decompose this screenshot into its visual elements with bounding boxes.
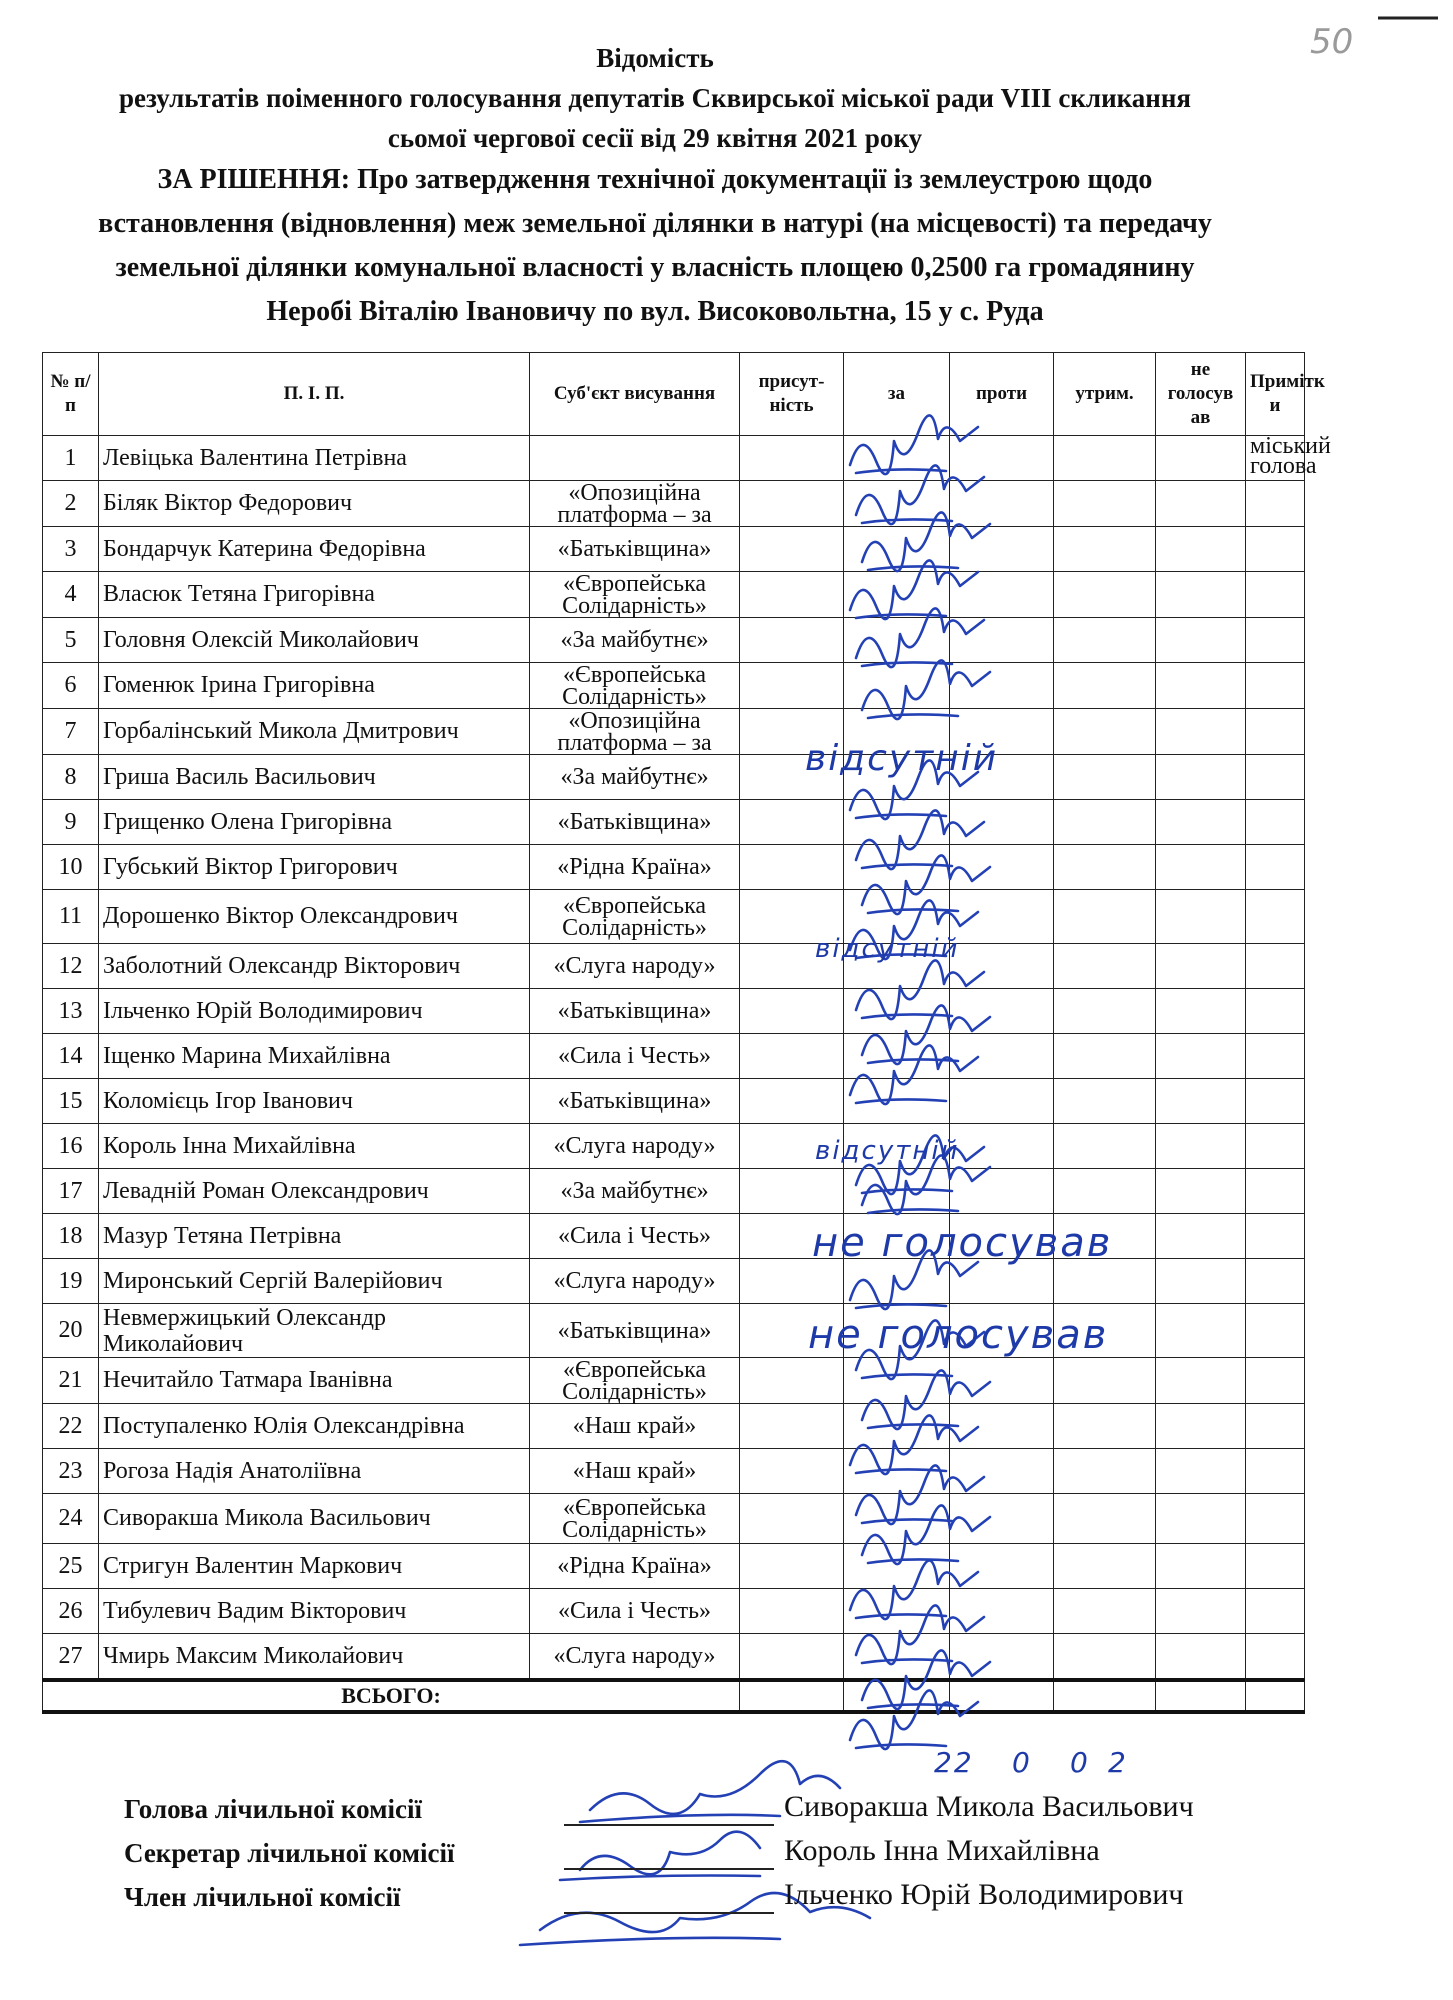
total-against-value: 0 — [1012, 1746, 1032, 1779]
abstain-cell — [1054, 1544, 1156, 1589]
present-cell — [740, 1494, 844, 1544]
deputy-name: Король Інна Михайлівна — [99, 1124, 530, 1169]
note-cell — [1246, 1634, 1305, 1681]
for-cell — [844, 989, 950, 1034]
table-row — [43, 663, 1305, 709]
for-cell — [844, 1589, 950, 1634]
for-cell — [844, 1079, 950, 1124]
total-for-value: 22 — [934, 1746, 974, 1779]
abstain-cell — [1054, 845, 1156, 890]
nominating-party: «Слуга народу» — [530, 944, 740, 989]
decision-line-1: ЗА РІШЕННЯ: Про затвердження технічної документації із землеустрою щодо — [157, 164, 1153, 195]
total-for — [844, 1680, 950, 1712]
not-voted-cell — [1156, 1358, 1246, 1404]
table-row — [43, 800, 1305, 845]
against-cell — [950, 1079, 1054, 1124]
header-num: № п/п — [43, 353, 99, 436]
deputy-name: Іщенко Марина Михайлівна — [99, 1034, 530, 1079]
for-cell — [844, 845, 950, 890]
deputy-name: Невмержицький Олександр Миколайович — [99, 1304, 530, 1358]
not-voted-cell — [1156, 1259, 1246, 1304]
not-voted-cell — [1156, 663, 1246, 709]
commission-secretary-name: Король Інна Михайлівна — [784, 1834, 1100, 1867]
abstain-cell — [1054, 944, 1156, 989]
nominating-party: «Сила і Честь» — [530, 1589, 740, 1634]
present-cell — [740, 1449, 844, 1494]
total-present — [740, 1680, 844, 1712]
present-cell — [740, 481, 844, 527]
nominating-party: «Європейська Солідарність» — [530, 890, 740, 944]
total-abstain-value: 0 — [1070, 1746, 1090, 1779]
not-voted-cell — [1156, 1304, 1246, 1358]
nominating-party: «Європейська Солідарність» — [530, 1494, 740, 1544]
note-cell — [1246, 890, 1305, 944]
row-number: 19 — [43, 1259, 99, 1304]
abstain-cell — [1054, 1494, 1156, 1544]
row-number: 24 — [43, 1494, 99, 1544]
deputy-name: Грищенко Олена Григорівна — [99, 800, 530, 845]
abstain-cell — [1054, 890, 1156, 944]
against-cell — [950, 1589, 1054, 1634]
not-voted-cell — [1156, 1404, 1246, 1449]
row-number: 11 — [43, 890, 99, 944]
against-cell — [950, 1169, 1054, 1214]
abstain-cell — [1054, 1404, 1156, 1449]
not-voted-cell — [1156, 1544, 1246, 1589]
against-cell — [950, 481, 1054, 527]
note-cell — [1246, 572, 1305, 618]
total-label: ВСЬОГО: — [43, 1680, 740, 1712]
table-row — [43, 755, 1305, 800]
deputy-name: Заболотний Олександр Вікторович — [99, 944, 530, 989]
deputy-name: Тибулевич Вадим Вікторович — [99, 1589, 530, 1634]
deputy-name: Губський Віктор Григорович — [99, 845, 530, 890]
note-cell — [1246, 845, 1305, 890]
against-cell — [950, 618, 1054, 663]
row-number: 27 — [43, 1634, 99, 1681]
abstain-cell — [1054, 1079, 1156, 1124]
present-cell — [740, 1034, 844, 1079]
against-cell — [950, 663, 1054, 709]
table-row — [43, 481, 1305, 527]
note-cell — [1246, 1214, 1305, 1259]
against-cell — [950, 436, 1054, 481]
nominating-party: «Батьківщина» — [530, 1304, 740, 1358]
note-cell — [1246, 1169, 1305, 1214]
abstain-cell — [1054, 618, 1156, 663]
deputy-name: Бондарчук Катерина Федорівна — [99, 527, 530, 572]
not-voted-cell — [1156, 1494, 1246, 1544]
row-number: 26 — [43, 1589, 99, 1634]
table-row — [43, 709, 1305, 755]
deputy-name: Чмирь Максим Миколайович — [99, 1634, 530, 1681]
row-number: 10 — [43, 845, 99, 890]
nominating-party: «За майбутнє» — [530, 755, 740, 800]
row-number: 20 — [43, 1304, 99, 1358]
for-cell — [844, 436, 950, 481]
deputy-name: Левадній Роман Олександрович — [99, 1169, 530, 1214]
not-voted-cell — [1156, 944, 1246, 989]
document-title: Відомість — [596, 43, 714, 73]
row-number: 3 — [43, 527, 99, 572]
not-voted-cell — [1156, 845, 1246, 890]
table-row — [43, 1449, 1305, 1494]
table-row — [43, 436, 1305, 481]
present-cell — [740, 1079, 844, 1124]
table-row — [43, 989, 1305, 1034]
not-voted-cell — [1156, 755, 1246, 800]
decision-line-4: Неробі Віталію Івановичу по вул. Високовольтна, 15 у с. Руда — [266, 296, 1044, 327]
decision-line-2: встановлення (відновлення) меж земельної ділянки в натурі (на місцевості) та передачу — [98, 208, 1212, 239]
present-cell — [740, 436, 844, 481]
for-cell — [844, 618, 950, 663]
header-present: присут-ність — [740, 353, 844, 436]
for-cell — [844, 1358, 950, 1404]
note-cell — [1246, 481, 1305, 527]
abstain-cell — [1054, 1449, 1156, 1494]
row-number: 1 — [43, 436, 99, 481]
nominating-party: «Європейська Солідарність» — [530, 1358, 740, 1404]
table-row — [43, 1404, 1305, 1449]
abstain-cell — [1054, 572, 1156, 618]
total-abstain — [1054, 1680, 1156, 1712]
nominating-party: «Слуга народу» — [530, 1634, 740, 1681]
present-cell — [740, 1404, 844, 1449]
header-for: за — [844, 353, 950, 436]
row-number: 17 — [43, 1169, 99, 1214]
note-cell — [1246, 755, 1305, 800]
present-cell — [740, 572, 844, 618]
against-cell — [950, 890, 1054, 944]
table-row — [43, 1358, 1305, 1404]
nominating-party: «Опозиційна платформа – за — [530, 481, 740, 527]
for-cell — [844, 663, 950, 709]
not-voted-cell — [1156, 800, 1246, 845]
not-voted-cell — [1156, 1589, 1246, 1634]
total-against — [950, 1680, 1054, 1712]
nominating-party: «Опозиційна платформа – за — [530, 709, 740, 755]
present-cell — [740, 618, 844, 663]
abstain-cell — [1054, 1634, 1156, 1681]
nominating-party: «Батьківщина» — [530, 989, 740, 1034]
table-row — [43, 1034, 1305, 1079]
deputy-name: Левіцька Валентина Петрівна — [99, 436, 530, 481]
deputy-name: Ільченко Юрій Володимирович — [99, 989, 530, 1034]
deputy-name: Гоменюк Ірина Григорівна — [99, 663, 530, 709]
row-number: 22 — [43, 1404, 99, 1449]
header-against: проти — [950, 353, 1054, 436]
page-number: 50 — [1310, 22, 1354, 62]
table-row — [43, 572, 1305, 618]
commission-member-role: Член лічильної комісії — [124, 1882, 401, 1912]
note-cell — [1246, 1449, 1305, 1494]
table-row — [43, 944, 1305, 989]
signature-line — [564, 1824, 774, 1826]
absent-note-row-11: відсутній — [815, 934, 960, 964]
document-header — [40, 38, 1270, 334]
deputy-name: Гриша Василь Васильович — [99, 755, 530, 800]
present-cell — [740, 1358, 844, 1404]
note-cell — [1246, 1358, 1305, 1404]
total-note — [1246, 1680, 1305, 1712]
not-voted-cell — [1156, 709, 1246, 755]
table-row — [43, 1079, 1305, 1124]
deputy-name: Поступаленко Юлія Олександрівна — [99, 1404, 530, 1449]
deputy-name: Горбалінський Микола Дмитрович — [99, 709, 530, 755]
table-row — [43, 527, 1305, 572]
deputy-name: Біляк Віктор Федорович — [99, 481, 530, 527]
note-cell — [1246, 800, 1305, 845]
abstain-cell — [1054, 1169, 1156, 1214]
present-cell — [740, 1634, 844, 1681]
against-cell — [950, 1544, 1054, 1589]
for-cell — [844, 572, 950, 618]
against-cell — [950, 572, 1054, 618]
present-cell — [740, 1169, 844, 1214]
against-cell — [950, 1449, 1054, 1494]
note-cell — [1246, 1259, 1305, 1304]
note-cell — [1246, 709, 1305, 755]
abstain-cell — [1054, 527, 1156, 572]
for-cell — [844, 1404, 950, 1449]
note-cell — [1246, 989, 1305, 1034]
row-number: 4 — [43, 572, 99, 618]
present-cell — [740, 800, 844, 845]
abstain-cell — [1054, 663, 1156, 709]
present-cell — [740, 663, 844, 709]
deputy-name: Мазур Тетяна Петрівна — [99, 1214, 530, 1259]
note-cell — [1246, 618, 1305, 663]
nominating-party: «Слуга народу» — [530, 1124, 740, 1169]
abstain-cell — [1054, 755, 1156, 800]
nominating-party: «Батьківщина» — [530, 1079, 740, 1124]
deputy-name: Головня Олексій Миколайович — [99, 618, 530, 663]
total-not-voted — [1156, 1680, 1246, 1712]
row-number: 15 — [43, 1079, 99, 1124]
nominating-party: «Європейська Солідарність» — [530, 663, 740, 709]
not-voted-cell — [1156, 572, 1246, 618]
note-cell — [1246, 1589, 1305, 1634]
nominating-party: «За майбутнє» — [530, 1169, 740, 1214]
deputy-name: Стригун Валентин Маркович — [99, 1544, 530, 1589]
deputy-name: Рогоза Надія Анатоліївна — [99, 1449, 530, 1494]
row-number: 25 — [43, 1544, 99, 1589]
row-number: 2 — [43, 481, 99, 527]
table-row — [43, 1634, 1305, 1681]
against-cell — [950, 1494, 1054, 1544]
abstain-cell — [1054, 1358, 1156, 1404]
note-cell — [1246, 1494, 1305, 1544]
row-number: 8 — [43, 755, 99, 800]
abstain-cell — [1054, 800, 1156, 845]
for-cell — [844, 800, 950, 845]
note-cell — [1246, 1544, 1305, 1589]
not-voted-note-row-17: не голосував — [812, 1220, 1113, 1266]
not-voted-cell — [1156, 1079, 1246, 1124]
absent-note-row-7: відсутній — [805, 738, 999, 779]
table-row — [43, 1259, 1305, 1304]
present-cell — [740, 1589, 844, 1634]
note-cell — [1246, 663, 1305, 709]
row-number: 23 — [43, 1449, 99, 1494]
decision-line-3: земельної ділянки комунальної власності у власність площею 0,2500 га громадянину — [115, 252, 1195, 283]
abstain-cell — [1054, 1589, 1156, 1634]
row-number: 7 — [43, 709, 99, 755]
total-row — [43, 1680, 1305, 1712]
against-cell — [950, 989, 1054, 1034]
note-cell — [1246, 944, 1305, 989]
abstain-cell — [1054, 1124, 1156, 1169]
header-name: П. І. П. — [99, 353, 530, 436]
abstain-cell — [1054, 481, 1156, 527]
not-voted-cell — [1156, 436, 1246, 481]
table-row — [43, 1304, 1305, 1358]
not-voted-cell — [1156, 618, 1246, 663]
table-row — [43, 845, 1305, 890]
header-not-voted: не голосув ав — [1156, 353, 1246, 436]
against-cell — [950, 1634, 1054, 1681]
row-number: 9 — [43, 800, 99, 845]
commission-head — [124, 1788, 1324, 1832]
note-cell — [1246, 527, 1305, 572]
not-voted-cell — [1156, 481, 1246, 527]
row-number: 18 — [43, 1214, 99, 1259]
nominating-party: «Слуга народу» — [530, 1259, 740, 1304]
for-cell — [844, 1544, 950, 1589]
against-cell — [950, 944, 1054, 989]
against-cell — [950, 1124, 1054, 1169]
note-cell — [1246, 1404, 1305, 1449]
not-voted-cell — [1156, 1214, 1246, 1259]
row-number: 13 — [43, 989, 99, 1034]
present-cell — [740, 1544, 844, 1589]
subtitle-line-1: результатів поіменного голосування депутатів Сквирської міської ради VIII скликання — [118, 83, 1192, 113]
abstain-cell — [1054, 1034, 1156, 1079]
not-voted-cell — [1156, 1449, 1246, 1494]
row-number: 14 — [43, 1034, 99, 1079]
commission-secretary — [124, 1832, 1324, 1876]
table-header-row — [43, 353, 1305, 436]
nominating-party: «За майбутнє» — [530, 618, 740, 663]
counting-commission — [124, 1788, 1324, 1920]
deputy-name: Власюк Тетяна Григорівна — [99, 572, 530, 618]
table-row — [43, 1544, 1305, 1589]
note-cell — [1246, 1034, 1305, 1079]
present-cell — [740, 527, 844, 572]
nominating-party: «Наш край» — [530, 1404, 740, 1449]
against-cell — [950, 845, 1054, 890]
nominating-party: «Сила і Честь» — [530, 1214, 740, 1259]
nominating-party: «Наш край» — [530, 1449, 740, 1494]
row-number: 6 — [43, 663, 99, 709]
absent-note-row-15: відсутній — [815, 1136, 960, 1166]
for-cell — [844, 1449, 950, 1494]
for-cell — [844, 481, 950, 527]
commission-head-role: Голова лічильної комісії — [124, 1794, 422, 1824]
nominating-party: «Рідна Країна» — [530, 845, 740, 890]
note-cell — [1246, 1124, 1305, 1169]
table-row — [43, 1494, 1305, 1544]
not-voted-cell — [1156, 1634, 1246, 1681]
not-voted-cell — [1156, 989, 1246, 1034]
abstain-cell — [1054, 989, 1156, 1034]
not-voted-note-row-19: не голосував — [808, 1312, 1109, 1358]
not-voted-cell — [1156, 1124, 1246, 1169]
table-row — [43, 1589, 1305, 1634]
voting-table — [42, 352, 1331, 1714]
commission-member — [124, 1876, 1324, 1920]
against-cell — [950, 1404, 1054, 1449]
against-cell — [950, 1034, 1054, 1079]
for-cell — [844, 1034, 950, 1079]
table-row — [43, 618, 1305, 663]
commission-member-name: Ільченко Юрій Володимирович — [784, 1878, 1184, 1911]
note-cell — [1246, 1079, 1305, 1124]
table-row — [43, 1124, 1305, 1169]
for-cell — [844, 1169, 950, 1214]
for-cell — [844, 527, 950, 572]
deputy-name: Сиворакша Микола Васильович — [99, 1494, 530, 1544]
against-cell — [950, 1358, 1054, 1404]
deputy-name: Дорошенко Віктор Олександрович — [99, 890, 530, 944]
for-cell — [844, 1634, 950, 1681]
row-number: 21 — [43, 1358, 99, 1404]
note-cell: міський голова — [1246, 436, 1305, 481]
not-voted-cell — [1156, 1169, 1246, 1214]
table-row — [43, 1214, 1305, 1259]
against-cell — [950, 527, 1054, 572]
commission-secretary-role: Секретар лічильної комісії — [124, 1838, 455, 1868]
header-abstain: утрим. — [1054, 353, 1156, 436]
signature-line — [564, 1868, 774, 1870]
header-note: Примітк и — [1246, 353, 1305, 436]
note-cell — [1246, 1304, 1305, 1358]
header-party: Суб'єкт висування — [530, 353, 740, 436]
subtitle-line-2: сьомої чергової сесії від 29 квітня 2021 року — [387, 123, 923, 153]
commission-head-name: Сиворакша Микола Васильович — [784, 1790, 1194, 1823]
nominating-party: «Рідна Країна» — [530, 1544, 740, 1589]
for-cell — [844, 1494, 950, 1544]
row-number: 5 — [43, 618, 99, 663]
table-row — [43, 890, 1305, 944]
deputy-name: Миронський Сергій Валерійович — [99, 1259, 530, 1304]
deputy-name: Коломієць Ігор Іванович — [99, 1079, 530, 1124]
row-number: 12 — [43, 944, 99, 989]
not-voted-cell — [1156, 527, 1246, 572]
scan-corner-mark — [1378, 8, 1438, 26]
nominating-party: «Батьківщина» — [530, 800, 740, 845]
abstain-cell — [1054, 709, 1156, 755]
nominating-party: «Батьківщина» — [530, 527, 740, 572]
against-cell — [950, 800, 1054, 845]
signature-line — [564, 1912, 774, 1914]
present-cell — [740, 989, 844, 1034]
nominating-party — [530, 436, 740, 481]
present-cell — [740, 845, 844, 890]
abstain-cell — [1054, 436, 1156, 481]
not-voted-cell — [1156, 1034, 1246, 1079]
table-row — [43, 1169, 1305, 1214]
row-number: 16 — [43, 1124, 99, 1169]
nominating-party: «Сила і Честь» — [530, 1034, 740, 1079]
not-voted-cell — [1156, 890, 1246, 944]
total-not-voted-value: 2 — [1108, 1746, 1128, 1779]
nominating-party: «Європейська Солідарність» — [530, 572, 740, 618]
deputy-name: Нечитайло Татмара Іванівна — [99, 1358, 530, 1404]
